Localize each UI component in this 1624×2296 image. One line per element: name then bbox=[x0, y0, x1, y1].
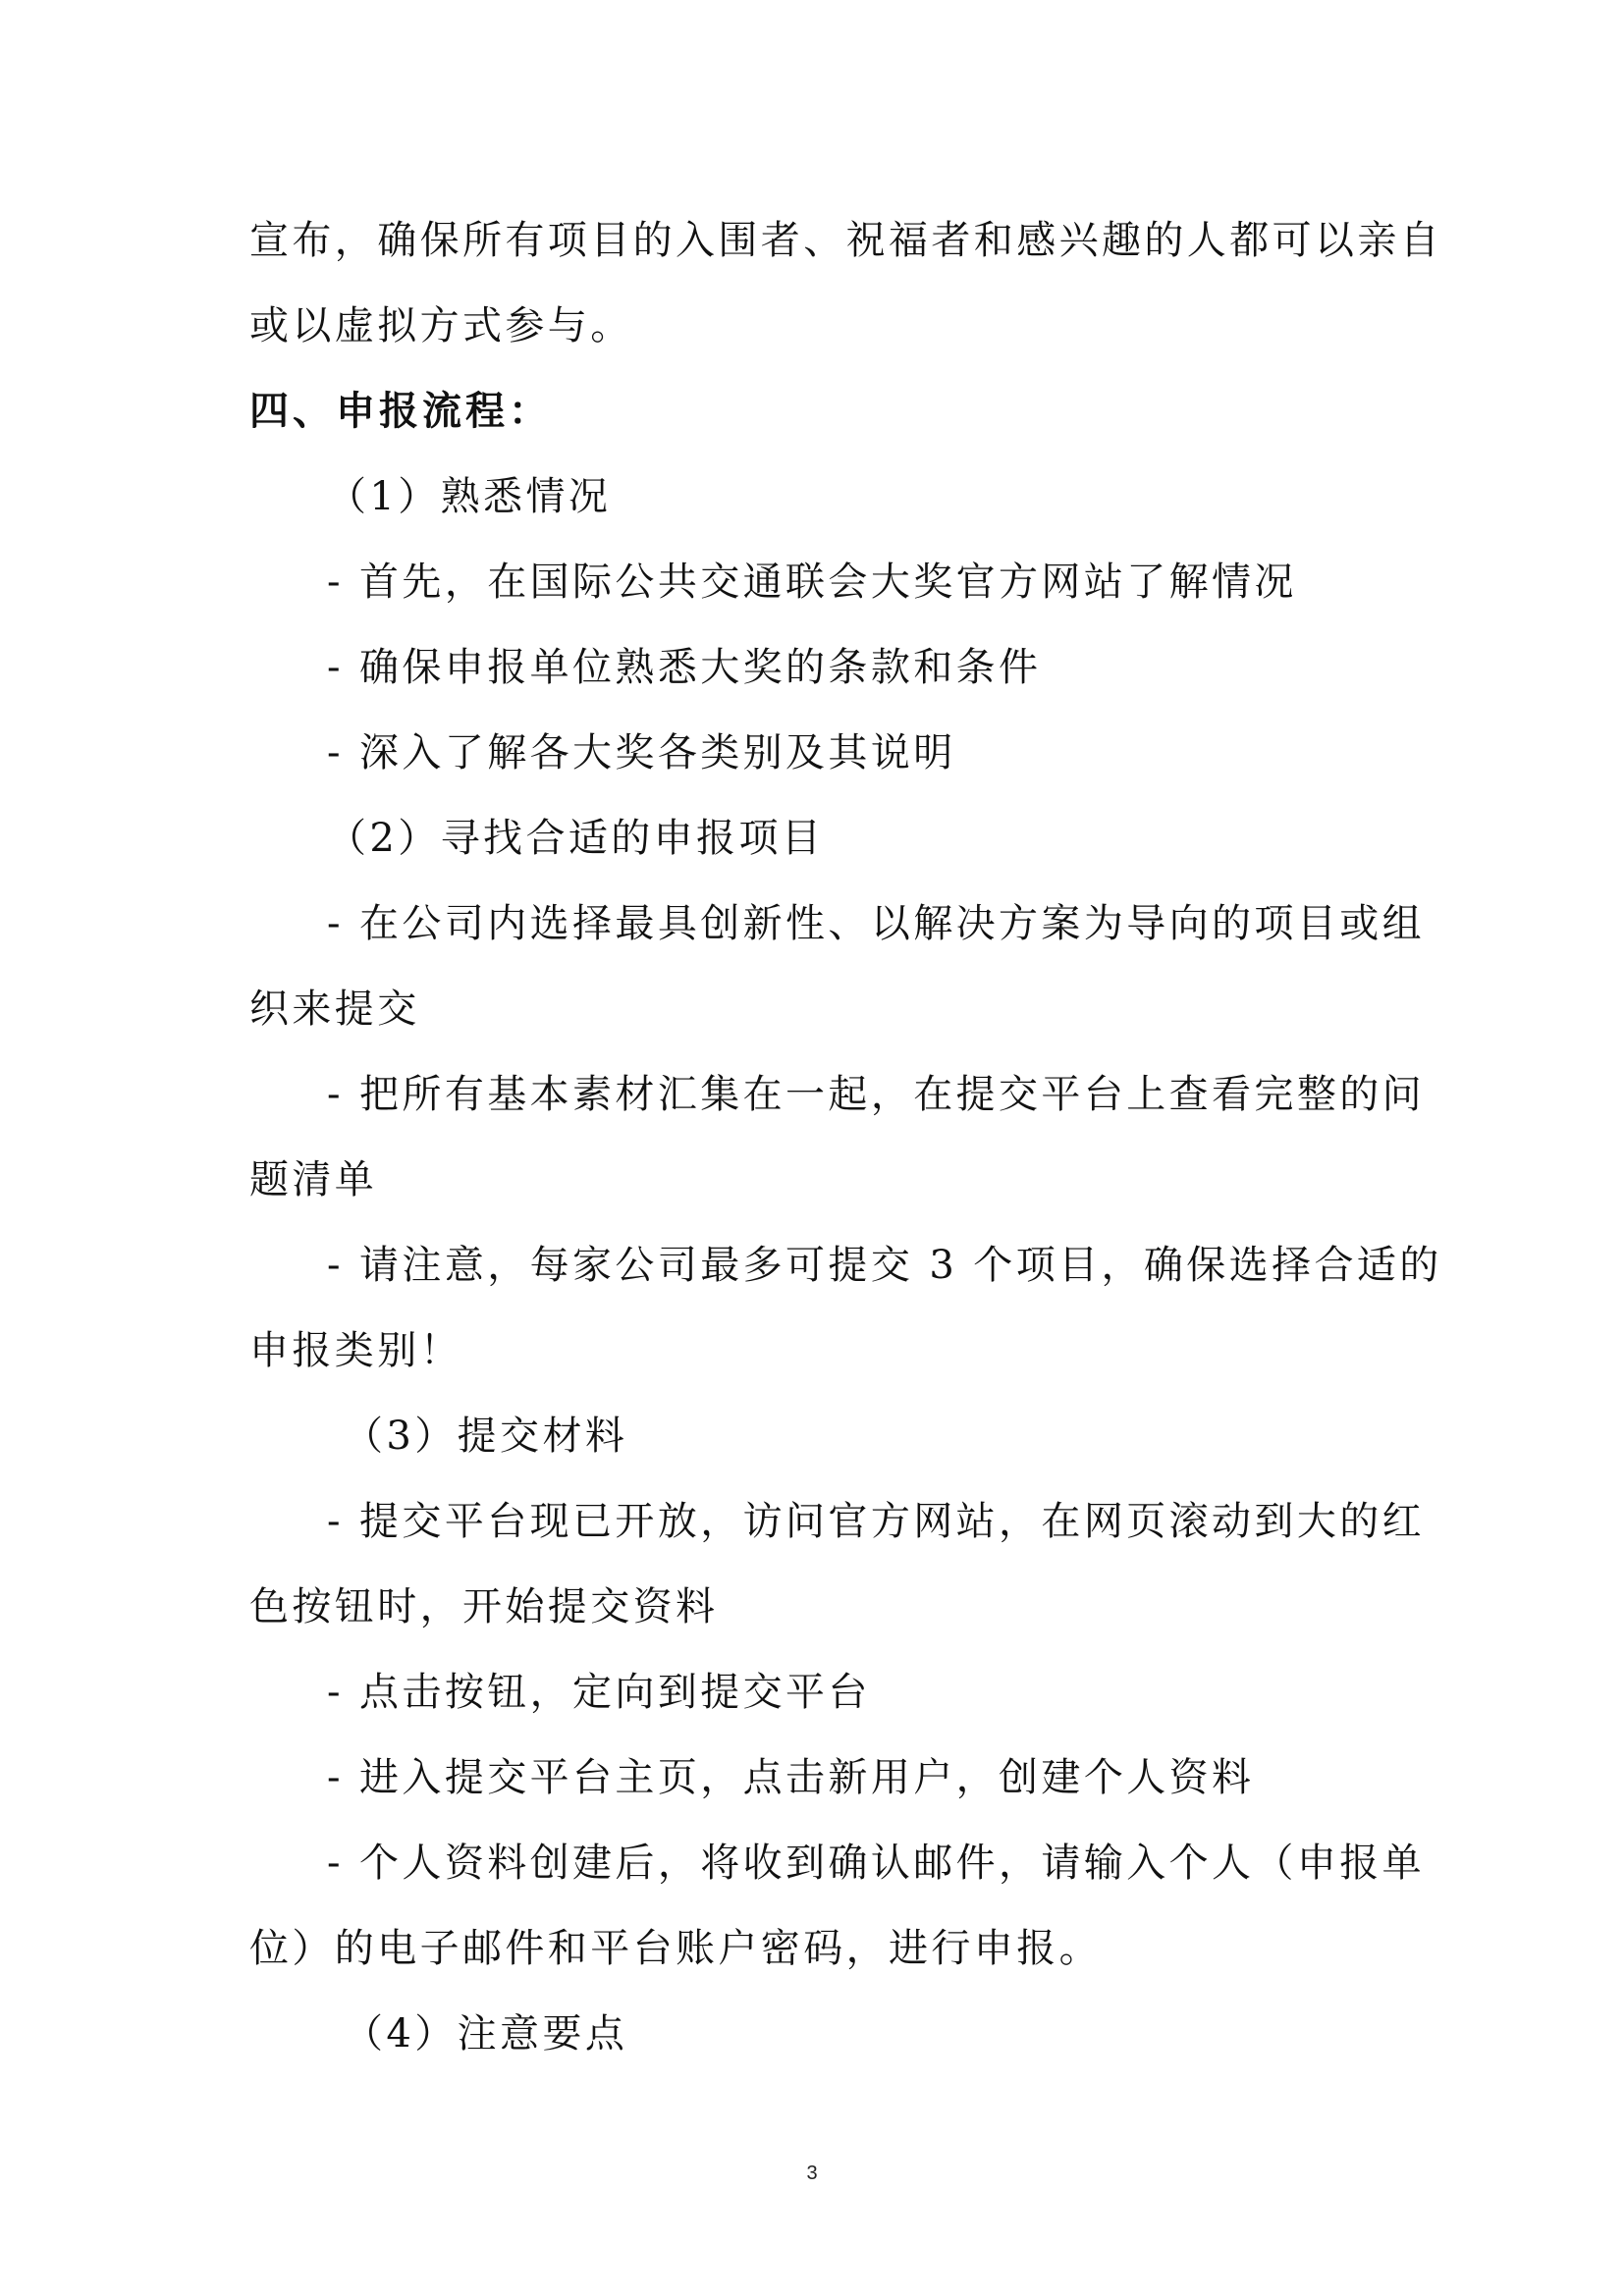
list-item: - 点击按钮，定向到提交平台 bbox=[327, 1670, 871, 1715]
list-item-continuation: 申报类别！ bbox=[249, 1328, 462, 1373]
section-heading: 四、申报流程： bbox=[249, 388, 552, 434]
subsection-heading: （3）提交材料 bbox=[344, 1414, 628, 1459]
list-item-continuation: 色按钮时，开始提交资料 bbox=[249, 1584, 719, 1629]
list-item: - 请注意，每家公司最多可提交 3 个项目，确保选择合适的 bbox=[327, 1243, 1442, 1288]
subsection-heading: （2）寻找合适的申报项目 bbox=[327, 816, 825, 861]
page-number: 3 bbox=[806, 2163, 818, 2184]
list-item: - 在公司内选择最具创新性、以解决方案为导向的项目或组 bbox=[327, 901, 1426, 946]
list-item: - 个人资料创建后，将收到确认邮件，请输入个人（申报单 bbox=[327, 1841, 1426, 1886]
list-item-continuation: 题清单 bbox=[249, 1157, 378, 1202]
subsection-heading: （1）熟悉情况 bbox=[327, 474, 612, 519]
paragraph-line: 或以虚拟方式参与。 bbox=[249, 303, 633, 348]
subsection-heading: （4）注意要点 bbox=[344, 2011, 628, 2056]
list-item: - 提交平台现已开放，访问官方网站，在网页滚动到大的红 bbox=[327, 1499, 1426, 1544]
list-item: - 把所有基本素材汇集在一起，在提交平台上查看完整的问 bbox=[327, 1072, 1426, 1117]
paragraph-line: 宣布，确保所有项目的入围者、祝福者和感兴趣的人都可以亲自 bbox=[249, 218, 1443, 263]
list-item: - 深入了解各大奖各类别及其说明 bbox=[327, 730, 956, 775]
list-item-continuation: 织来提交 bbox=[249, 987, 420, 1032]
list-item: - 确保申报单位熟悉大奖的条款和条件 bbox=[327, 645, 1042, 690]
list-item: - 首先，在国际公共交通联会大奖官方网站了解情况 bbox=[327, 560, 1297, 605]
list-item-continuation: 位）的电子邮件和平台账户密码，进行申报。 bbox=[249, 1926, 1102, 1971]
list-item: - 进入提交平台主页，点击新用户，创建个人资料 bbox=[327, 1755, 1255, 1800]
